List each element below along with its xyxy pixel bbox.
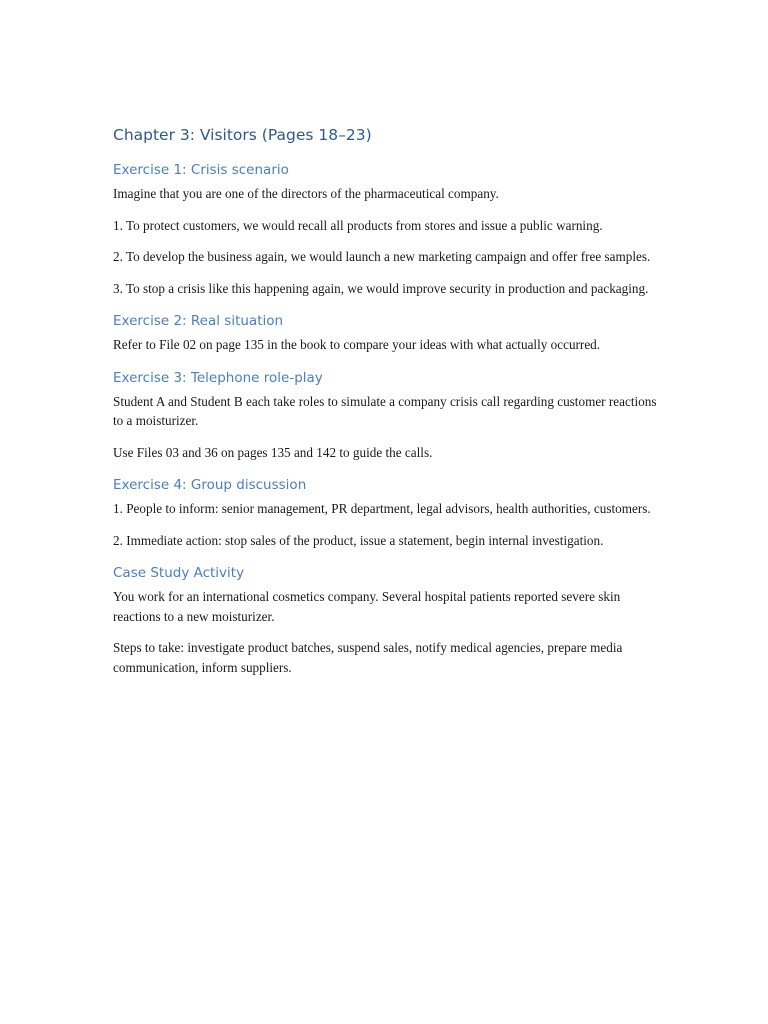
document-body — [113, 124, 661, 690]
paragraph: Imagine that you are one of the directors of the pharmaceutical company. — [113, 186, 499, 201]
paragraph: 1. To protect customers, we would recall all products from stores and issue a public warning. — [113, 217, 603, 233]
section-case-study — [113, 563, 661, 677]
paragraph: Use Files 03 and 36 on pages 135 and 142 to guide the calls. — [113, 444, 433, 460]
section-exercise-3 — [113, 368, 661, 463]
paragraph: You work for an international cosmetics company. Several hospital patients reported severe skin reactions to a new moisturizer. — [113, 589, 621, 624]
section-exercise-2 — [113, 311, 661, 355]
paragraph: 2. Immediate action: stop sales of the product, issue a statement, begin internal investigation. — [113, 532, 604, 548]
paragraph: 3. To stop a crisis like this happening again, we would improve security in production and packaging. — [113, 280, 649, 296]
paragraph: Refer to File 02 on page 135 in the book to compare your ideas with what actually occurred. — [113, 337, 601, 352]
section-heading: Exercise 3: Telephone role-play — [113, 369, 323, 386]
chapter-title: Chapter 3: Visitors (Pages 18–23) — [113, 126, 372, 144]
paragraph: Student A and Student B each take roles to simulate a company crisis call regarding customer reactions to a moisturizer. — [113, 393, 657, 428]
paragraph: Steps to take: investigate product batches, suspend sales, notify medical agencies, prepare media communication, inform suppliers. — [113, 640, 623, 675]
paragraph: 1. People to inform: senior management, PR department, legal advisors, health authorities, customers. — [113, 501, 651, 516]
paragraph: 2. To develop the business again, we would launch a new marketing campaign and offer free samples. — [113, 249, 651, 264]
section-heading: Case Study Activity — [113, 565, 245, 581]
section-heading: Exercise 2: Real situation — [113, 313, 284, 329]
section-heading: Exercise 4: Group discussion — [113, 477, 307, 493]
section-heading: Exercise 1: Crisis scenario — [113, 162, 289, 178]
section-exercise-4 — [113, 475, 661, 550]
section-exercise-1 — [113, 160, 661, 298]
